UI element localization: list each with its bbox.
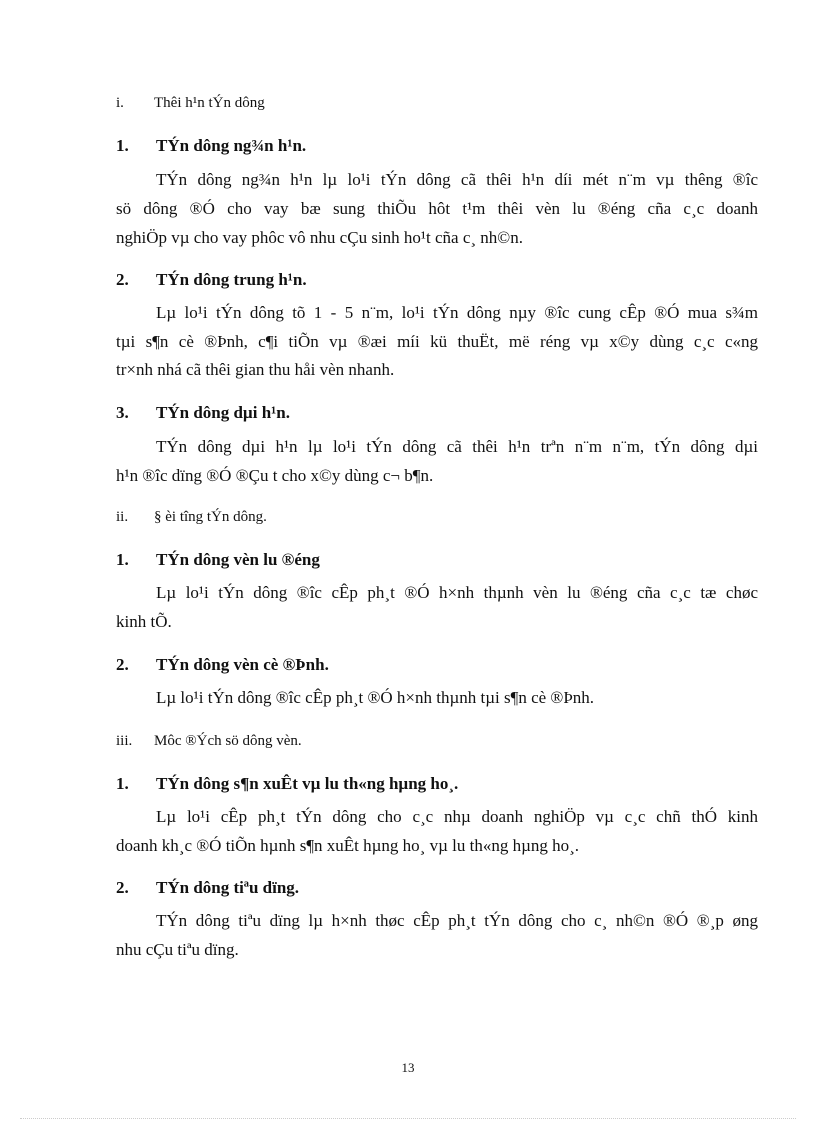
paragraph-line: nhu cÇu tiªu dïng. bbox=[116, 940, 239, 959]
item-number: 2. bbox=[116, 878, 129, 897]
section-title: § èi tîng tÝn dông. bbox=[154, 509, 267, 525]
item-number: 1. bbox=[116, 136, 129, 155]
paragraph-line: TÝn dông ng¾n h¹n lµ lo¹i tÝn dông cã thêi h¹n díi mét n¨m vµ thêng ®îc bbox=[156, 170, 758, 189]
paragraph-line: nghiÖp vµ cho vay phôc vô nhu cÇu sinh ho¹t cña c¸ nh©n. bbox=[116, 228, 523, 247]
item-title: TÝn dông dµi h¹n. bbox=[156, 403, 290, 422]
paragraph-line: kinh tÕ. bbox=[116, 612, 172, 631]
paragraph-line: Lµ lo¹i tÝn dông ®îc cÊp ph¸t ®Ó h×nh thµnh tµi s¶n cè ®Þnh. bbox=[156, 688, 595, 707]
section-title: Thêi h¹n tÝn dông bbox=[154, 95, 265, 111]
paragraph-line: Lµ lo¹i cÊp ph¸t tÝn dông cho c¸c nhµ doanh nghiÖp vµ c¸c chñ thÓ kinh bbox=[156, 807, 758, 826]
paragraph-line: doanh kh¸c ®Ó tiÕn hµnh s¶n xuÊt hµng ho¸ vµ lu th«ng hµng ho¸. bbox=[116, 836, 580, 855]
section-title: Môc ®Ých sö dông vèn. bbox=[154, 733, 302, 749]
paragraph-line: TÝn dông dµi h¹n lµ lo¹i tÝn dông cã thêi h¹n trªn n¨m n¨m, tÝn dông dµi bbox=[156, 437, 758, 456]
item-title: TÝn dông trung h¹n. bbox=[156, 270, 307, 289]
section-number: iii. bbox=[116, 733, 133, 749]
item-number: 2. bbox=[116, 270, 129, 289]
page-bottom-rule bbox=[20, 1118, 796, 1119]
paragraph-line: tr×nh nhá cã thêi gian thu håi vèn nhanh. bbox=[116, 360, 395, 379]
item-number: 2. bbox=[116, 655, 129, 674]
paragraph-line: h¹n ®îc dïng ®Ó ®Çu t cho x©y dùng c¬ b¶n. bbox=[116, 466, 434, 485]
item-title: TÝn dông tiªu dïng. bbox=[156, 878, 300, 897]
item-number: 3. bbox=[116, 403, 129, 422]
paragraph-line: Lµ lo¹i tÝn dông tõ 1 - 5 n¨m, lo¹i tÝn dông nµy ®îc cung cÊp ®Ó mua s¾m bbox=[156, 303, 758, 322]
item-number: 1. bbox=[116, 774, 129, 793]
item-title: TÝn dông vèn lu ®éng bbox=[156, 550, 320, 569]
item-title: TÝn dông vèn cè ®Þnh. bbox=[156, 655, 329, 674]
section-number: ii. bbox=[116, 509, 129, 525]
paragraph-line: Lµ lo¹i tÝn dông ®îc cÊp ph¸t ®Ó h×nh thµnh vèn lu ®éng cña c¸c tæ chøc bbox=[156, 583, 758, 602]
item-title: TÝn dông ng¾n h¹n. bbox=[156, 136, 307, 155]
paragraph-line: tµi s¶n cè ®Þnh, c¶i tiÕn vµ ®æi míi kü thuËt, më réng vµ x©y dùng c¸c c«ng bbox=[116, 332, 758, 351]
item-number: 1. bbox=[116, 550, 129, 569]
item-title: TÝn dông s¶n xuÊt vµ lu th«ng hµng ho¸. bbox=[156, 774, 459, 793]
page-number: 13 bbox=[401, 1060, 415, 1075]
paragraph-line: TÝn dông tiªu dïng lµ h×nh thøc cÊp ph¸t tÝn dông cho c¸ nh©n ®Ó ®¸p øng bbox=[156, 911, 758, 930]
section-number: i. bbox=[116, 95, 124, 111]
paragraph-line: sö dông ®Ó cho vay bæ sung thiÕu hôt t¹m thêi vèn lu ®éng cña c¸c doanh bbox=[116, 199, 758, 218]
